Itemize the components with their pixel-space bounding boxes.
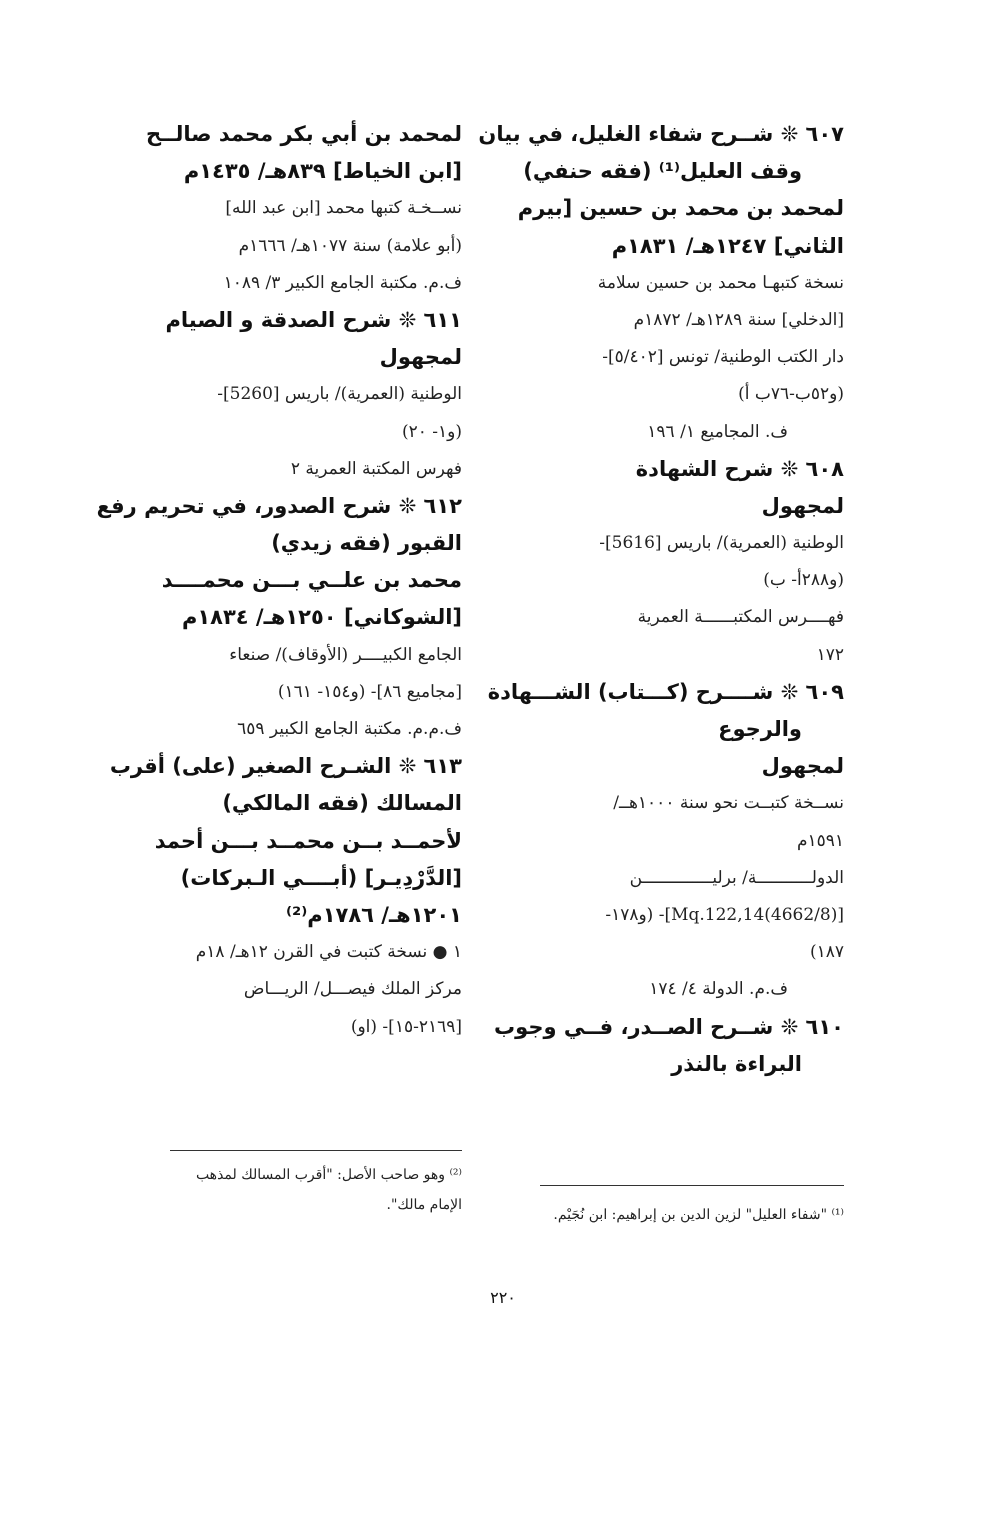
footnote-left-line-1: ⁽²⁾ وهو صاحب الأصل: "أقرب المسالك لمذهب (195, 1167, 462, 1183)
left-column-line: ٦١٢ ❊ شرح الصدور، في تحريم رفع (96, 493, 462, 518)
left-column-line: ف.م.م. مكتبة الجامع الكبير ٦٥٩ (237, 719, 462, 739)
footnote-left-line-2: الإمام مالك". (386, 1197, 462, 1213)
left-column-line: [مجاميع ٨٦]- (و١٥٤- ١٦١) (277, 681, 462, 702)
left-column-line: [الدَّرْدِيـر] (أبــــي الـبركات) (180, 865, 462, 890)
footnote-right: ⁽¹⁾ "شفاء العليل" لزين الدين بن إبراهيم: ابن نُجَيْم. (553, 1207, 844, 1223)
left-column-line: ١ ● نسخة كتبت في القرن ١٢هـ/ ١٨م (195, 942, 462, 963)
right-column (478, 116, 844, 1083)
right-column-line: ١٨٧) (809, 942, 844, 963)
right-column-line: [(4662/8)Mq.122,14]- (و١٧٨- (605, 904, 844, 925)
right-column-line: والرجوع (718, 717, 802, 741)
right-column-line: (و٥٢ب-٧٦ب أ) (738, 384, 844, 405)
right-column-line: ٦٠٧ ❊ شــرح شفاء الغليل، في بيان (478, 122, 844, 146)
right-column-line: ١٥٩١م (796, 830, 844, 851)
right-column-line: الوطنية (العمرية)/ باريس [5616]- (599, 533, 844, 554)
left-column-line: ١٢٠١هـ/ ١٧٨٦م⁽²⁾ (285, 902, 462, 927)
right-column-line: لمجهول (761, 754, 844, 779)
left-column-line: [الشوكاني] ١٢٥٠هـ/ ١٨٣٤م (181, 605, 462, 630)
right-column-line: ٦٠٨ ❊ شرح الشهادة (635, 456, 844, 481)
left-column-line: القبور (فقه زيدي) (271, 531, 462, 556)
right-column-line: ٦٠٩ ❊ شــــرح (كـــتاب) الشـــهادة (487, 679, 844, 704)
left-column-line: الوطنية (العمرية)/ باريس [5260]- (217, 384, 462, 405)
left-column-line: ٦١١ ❊ شرح الصدقة و الصيام (165, 307, 462, 332)
left-column-line: فهرس المكتبة العمرية ٢ (290, 458, 462, 479)
right-column-line: لمحمد بن محمد بن حسين [بيرم (517, 196, 844, 221)
left-column-line: [ابن الخياط] ٨٣٩هـ/ ١٤٣٥م (183, 159, 462, 184)
right-column-line: فهــــرس المكتبــــــة العمرية (637, 607, 844, 628)
page-number: ٢٢٠ (490, 1288, 516, 1307)
right-column-line: [الدخلي] سنة ١٢٨٩هـ/ ١٨٧٢م (633, 309, 844, 330)
left-column-line: [٢١٦٩-١٥]- (او) (350, 1016, 462, 1037)
left-column-line: لمجهول (379, 345, 462, 370)
footnote-divider-left (170, 1150, 462, 1151)
right-column-line: ف. المجاميع ١/ ١٩٦ (647, 421, 788, 442)
right-column-line: (و٢٨٨أ- ب) (763, 570, 844, 591)
left-column-line: المسالك (فقه المالكي) (222, 791, 462, 816)
right-column-line: لمجهول (761, 493, 844, 518)
right-column-line: ف.م. الدولة ٤/ ١٧٤ (649, 979, 788, 1000)
left-column-line: لمحمد بن أبي بكر محمد صالــح (145, 122, 462, 146)
footnote-divider-right (540, 1185, 844, 1186)
right-column-line: ١٧٢ (816, 644, 844, 665)
right-column-line: البراءة بالنذر (671, 1051, 802, 1076)
left-column-line: محمد بن علــي بـــن محمــــد (161, 568, 462, 593)
right-column-line: نســخة كتبــت نحو سنة ١٠٠٠هــ/ (613, 793, 844, 814)
left-column-line: (أبو علامة) سنة ١٠٧٧هـ/ ١٦٦٦م (238, 235, 462, 256)
left-column-line: ف.م. مكتبة الجامع الكبير ٣/ ١٠٨٩ (223, 272, 462, 293)
left-column-line: لأحمــد بــن محمــد بـــن أحمد (154, 828, 462, 853)
left-column (96, 116, 462, 1046)
right-column-line: دار الكتب الوطنية/ تونس [٥/٤٠٢]- (602, 347, 844, 368)
left-column-line: الجامع الكبيــــر (الأوقاف)/ صنعاء (229, 644, 462, 665)
left-column-line: نســخـة كتبها محمد [ابن عبد الله] (225, 198, 462, 219)
right-column-line: الثاني] ١٢٤٧هـ/ ١٨٣١م (611, 233, 844, 258)
right-column-line: الدولـــــــــــة/ برليــــــــــــــن (629, 867, 844, 888)
right-column-line: نسخة كتبهـا محمد بن حسين سلامة (597, 272, 844, 293)
left-column-line: مركز الملك فيصـــل/ الريـــاض (243, 979, 462, 1000)
right-column-line: وقف العليل⁽¹⁾ (فقه حنفي) (523, 159, 802, 184)
right-column-line: ٦١٠ ❊ شــرح الصــدر، فــي وجوب (494, 1014, 844, 1039)
left-column-line: (و١- ٢٠) (401, 421, 462, 442)
left-column-line: ٦١٣ ❊ الشـرح الصغير (على) أقرب (109, 754, 462, 779)
